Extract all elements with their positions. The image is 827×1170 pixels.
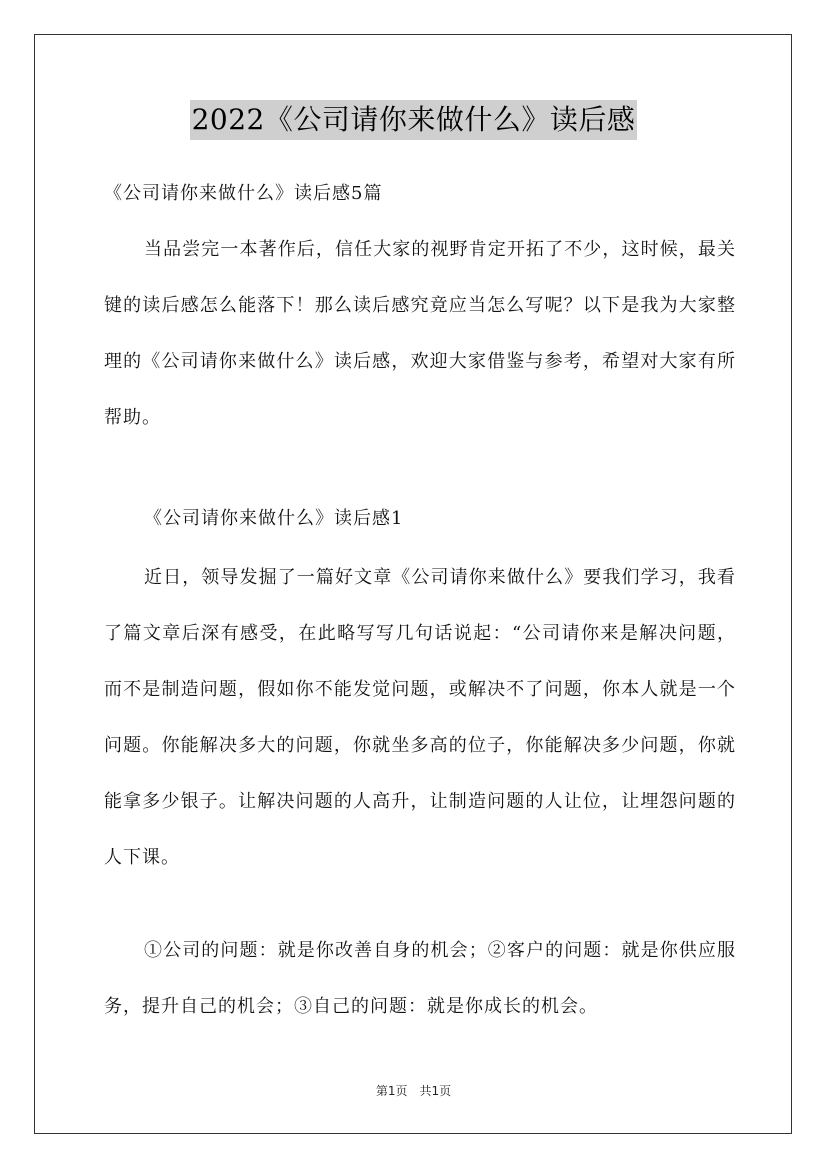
document-title: 2022《公司请你来做什么》读后感 — [190, 100, 638, 140]
title-container — [0, 100, 827, 140]
page-footer: 第1页 共1页 — [375, 1084, 452, 1098]
body-paragraph: ①公司的问题：就是你改善自身的机会；②客户的问题：就是你供应服务，提升自己的机会；③自己的问题：就是你成长的机会。 — [104, 940, 736, 1017]
intro-paragraph: 当品尝完一本著作后，信任大家的视野肯定开拓了不少，这时候，最关键的读后感怎么能落下！那么读后感究竟应当怎么写呢？以下是我为大家整理的《公司请你来做什么》读后感，欢迎大家借鉴与参考，希望对大家有所帮助。 — [104, 239, 736, 428]
section-heading: 《公司请你来做什么》读后感1 — [144, 508, 404, 529]
document-subtitle: 《公司请你来做什么》读后感5篇 — [104, 183, 383, 204]
body-paragraph: 近日，领导发掘了一篇好文章《公司请你来做什么》要我们学习，我看了篇文章后深有感受，在此略写写几句话说起：“公司请你来是解决问题，而不是制造问题，假如你不能发觉问题，或解决不了问题，你本人就是一个问题。你能解决多大的问题，你就坐多高的位子，你能解决多少问题，你就能拿多少银子。让解决问题的人高升，让制造问题的人让位，让埋怨问题的人下课。 — [104, 567, 736, 868]
